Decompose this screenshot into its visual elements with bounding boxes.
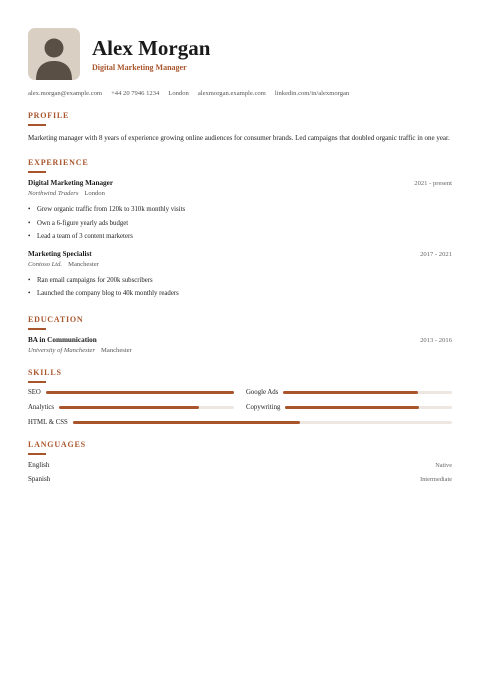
section-divider	[28, 381, 46, 383]
education-school: University of Manchester	[28, 346, 96, 354]
education-entry-header	[28, 336, 452, 344]
skill-bar-fill	[283, 391, 418, 394]
skill-item	[28, 404, 234, 411]
skill-item	[246, 389, 452, 396]
section-heading-skills: SKILLS	[28, 367, 62, 377]
skill-name: Copywriting	[246, 403, 281, 411]
list-item: • Own a 6-figure yearly ads budget	[28, 217, 452, 231]
experience-bullets	[28, 274, 452, 301]
experience-company-line	[28, 261, 452, 268]
language-name: Spanish	[28, 474, 51, 483]
experience-entry-header	[28, 250, 452, 258]
skill-bar-fill	[46, 391, 234, 394]
skills-grid	[28, 389, 452, 426]
experience-dates: 2021 - present	[414, 180, 452, 187]
contact-line	[28, 90, 452, 97]
profile-summary: Marketing manager with 8 years of experience growing online audiences for consumer brands. Led campaigns that doubled organic traffic in one year.	[28, 134, 450, 142]
experience-bullets	[28, 203, 452, 244]
section-divider	[28, 124, 46, 126]
contact-email[interactable]: alex.morgan@example.com	[28, 90, 103, 97]
header-text	[92, 36, 210, 72]
skill-bar	[283, 391, 452, 394]
contact-phone[interactable]: +44 20 7946 1234	[111, 90, 160, 97]
contact-website[interactable]: alexmorgan.example.com	[197, 90, 266, 97]
skill-name: Google Ads	[246, 388, 279, 396]
skill-bar	[285, 406, 452, 409]
language-name: English	[28, 460, 50, 469]
section-divider	[28, 328, 46, 330]
list-item: • Ran email campaigns for 200k subscribers	[28, 274, 452, 288]
list-item: • Grew organic traffic from 120k to 310k monthly visits	[28, 203, 452, 217]
education-school-line	[28, 347, 452, 354]
skill-bar	[73, 421, 452, 424]
education-degree: BA in Communication	[28, 335, 97, 344]
list-item: • Launched the company blog to 40k monthly readers	[28, 287, 452, 301]
experience-company: Northwind Traders	[28, 190, 79, 197]
education-entry	[28, 336, 452, 354]
skill-bar-fill	[59, 406, 199, 409]
skill-name: Analytics	[28, 403, 55, 411]
section-divider	[28, 453, 46, 455]
experience-entry-header	[28, 179, 452, 187]
experience-company-line	[28, 190, 452, 197]
contact-city: London	[168, 90, 189, 97]
person-name: Alex Morgan	[92, 36, 211, 60]
skill-item	[28, 389, 234, 396]
experience-location: London	[84, 190, 105, 197]
education-dates: 2013 - 2016	[420, 336, 452, 344]
person-avatar-icon	[28, 28, 80, 80]
experience-dates: 2017 - 2021	[420, 250, 452, 258]
language-level: Intermediate	[420, 475, 452, 483]
skill-item	[246, 404, 452, 411]
resume-header	[28, 28, 452, 80]
skill-bar-fill	[73, 421, 301, 424]
skill-bar	[46, 391, 234, 394]
language-level: Native	[435, 461, 452, 469]
language-item	[28, 475, 452, 483]
experience-location: Manchester	[68, 260, 99, 268]
section-heading-profile: PROFILE	[28, 111, 70, 120]
experience-company: Contoso Ltd.	[28, 260, 63, 268]
section-divider	[28, 171, 46, 173]
job-title-headline: Digital Marketing Manager	[92, 63, 187, 72]
section-heading-education: EDUCATION	[28, 314, 84, 324]
experience-role: Marketing Specialist	[28, 249, 92, 258]
experience-entry	[28, 179, 452, 244]
experience-role: Digital Marketing Manager	[28, 179, 114, 187]
skill-name: SEO	[28, 388, 41, 396]
skill-item	[28, 419, 452, 426]
language-item	[28, 461, 452, 469]
skill-name: HTML & CSS	[28, 418, 68, 426]
skill-bar-fill	[285, 406, 418, 409]
section-heading-languages: LANGUAGES	[28, 439, 86, 449]
skill-bar	[59, 406, 234, 409]
list-item: • Lead a team of 3 content marketers	[28, 230, 452, 244]
education-location: Manchester	[101, 346, 132, 354]
experience-entry	[28, 250, 452, 301]
section-heading-experience: EXPERIENCE	[28, 158, 89, 167]
contact-linkedin[interactable]: linkedin.com/in/alexmorgan	[274, 90, 350, 97]
